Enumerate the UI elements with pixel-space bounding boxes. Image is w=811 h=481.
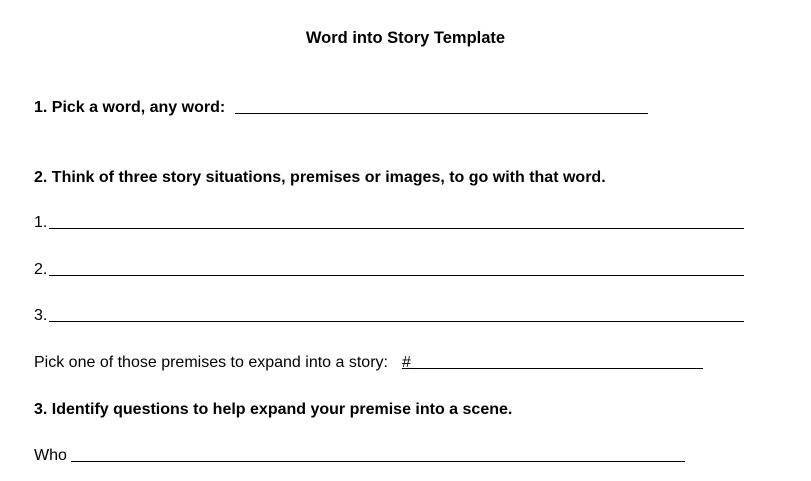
q3-heading: 3. Identify questions to help expand your premise into a scene.	[34, 401, 513, 418]
premise-row-3	[34, 307, 744, 325]
pick-premise-hash: #	[401, 354, 411, 371]
premise-row-1	[34, 214, 744, 232]
pick-premise-label: Pick one of those premises to expand into a story:	[34, 354, 388, 371]
who-label: Who	[34, 447, 67, 464]
pick-premise-row	[34, 354, 703, 372]
q1-label: 1. Pick a word, any word:	[34, 99, 226, 116]
premise-number-3: 3.	[34, 307, 48, 324]
premise-row-2	[34, 261, 744, 279]
page-title: Word into Story Template	[305, 29, 506, 47]
premise-number-2: 2.	[34, 261, 48, 278]
who-answer-line[interactable]	[71, 461, 685, 462]
premise-number-1: 1.	[34, 214, 48, 231]
premise-answer-line-1[interactable]	[49, 228, 744, 229]
premise-answer-line-2[interactable]	[49, 275, 744, 276]
q1-answer-line[interactable]	[235, 113, 648, 114]
q2-heading: 2. Think of three story situations, premises or images, to go with that word.	[34, 169, 606, 186]
pick-premise-answer-line[interactable]	[411, 368, 703, 369]
q1-row	[34, 99, 648, 117]
premise-answer-line-3[interactable]	[49, 321, 744, 322]
who-row	[34, 447, 685, 465]
